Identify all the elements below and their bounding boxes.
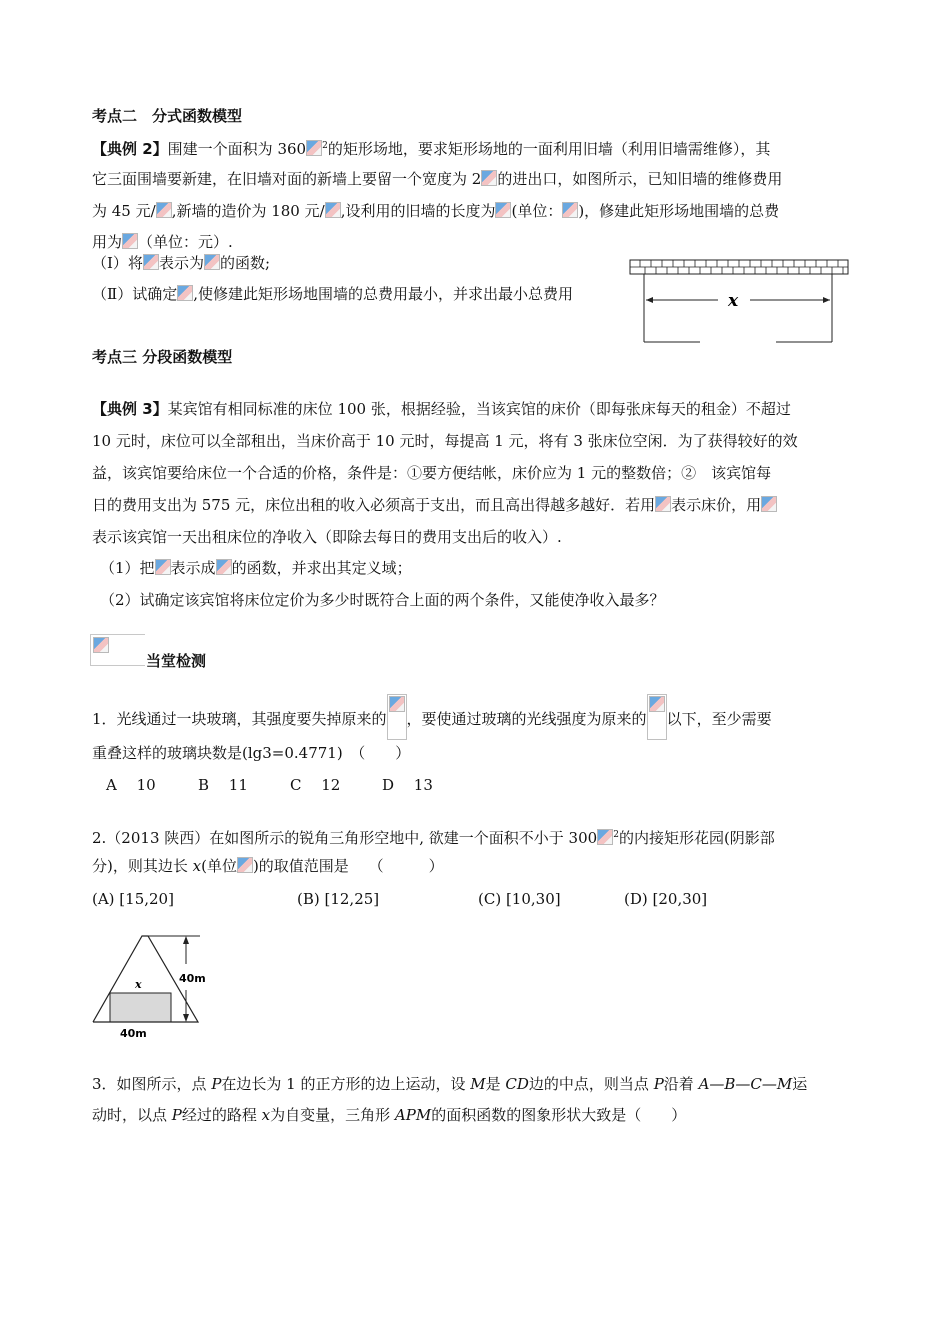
- text: 边的中点，则当点: [528, 1075, 654, 1093]
- var: P: [171, 1106, 182, 1124]
- ex3-line1: [92, 399, 791, 419]
- option: D 13: [382, 776, 433, 794]
- ex3-line2: 10 元时，床位可以全部租出，当床价高于 10 元时，每提高 1 元，将有 3 张床位空闲．为了获得较好的效: [92, 432, 798, 450]
- text: 的函数，并求出其定义域；: [231, 559, 412, 577]
- text: 动时，以点: [92, 1106, 172, 1124]
- var: P: [653, 1075, 664, 1093]
- option: C 12: [290, 776, 341, 794]
- text: （1）把: [100, 559, 155, 577]
- section2-title: 考点二 分式函数模型: [92, 107, 243, 125]
- text: （Ⅱ）试确定: [92, 285, 178, 303]
- text: ,新墙的造价为 180 元/: [171, 202, 325, 220]
- ex2-label: 【典例 2】: [92, 140, 168, 158]
- option: (A) [15,20]: [92, 890, 174, 908]
- text: )的取值范围是 （ ）: [252, 857, 444, 875]
- text: （单位：元）.: [138, 233, 233, 251]
- ex3-q1: [100, 558, 412, 578]
- ex3-line3: 益，该宾馆要给床位一个合适的价格，条件是：①要方便结帐，床价应为 1 元的整数倍；② 该宾馆每: [92, 464, 772, 482]
- sup: 2: [613, 830, 619, 840]
- text: 它三面围墙要新建，在旧墙对面的新墙上要留一个宽度为 2: [92, 170, 482, 188]
- formula-image-icon: [204, 254, 220, 270]
- var: APM: [394, 1106, 432, 1124]
- formula-image-icon: [177, 285, 193, 301]
- text: 经过的路程: [181, 1106, 262, 1124]
- triangle-figure: [88, 926, 218, 1042]
- triangle-x-label: x: [135, 978, 142, 991]
- var-x: x: [192, 857, 202, 875]
- check-p2-line2: [92, 856, 444, 876]
- check-p3-line1: [92, 1074, 807, 1094]
- fraction-image-icon: [647, 694, 667, 740]
- formula-image-icon: [655, 496, 671, 512]
- text: 的面积函数的图象形状大致是（ ）: [431, 1106, 687, 1124]
- text: 的函数;: [219, 254, 271, 272]
- ex2-line2: [92, 169, 782, 189]
- sup: 2: [322, 141, 328, 151]
- var: M: [470, 1075, 486, 1093]
- wall-figure: [626, 256, 852, 344]
- text: 表示为: [158, 254, 204, 272]
- text: 以下，至少需要: [666, 710, 772, 728]
- text: 日的费用支出为 575 元，床位出租的收入必须高于支出，而且高出得越多越好．若用: [92, 496, 656, 514]
- text: 为自变量，三角形: [270, 1106, 395, 1124]
- ex3-line4: [92, 495, 777, 515]
- text: 运: [792, 1075, 808, 1093]
- text: 表示成: [170, 559, 216, 577]
- formula-image-icon: [216, 559, 232, 575]
- ex3-q2: （2）试确定该宾馆将床位定价为多少时既符合上面的两个条件，又能使净收入最多？: [100, 591, 665, 609]
- text: (单位: [201, 857, 237, 875]
- text: 的内接矩形花园(阴影部: [618, 829, 775, 847]
- ex2-q1: [92, 253, 270, 273]
- formula-image-icon: [156, 202, 172, 218]
- option: (B) [12,25]: [297, 890, 380, 908]
- ex2-q2: [92, 284, 622, 304]
- text: 用为: [92, 233, 123, 251]
- check-p1-line2: 重叠这样的玻璃块数是(lg3=0.4771) （ ）: [92, 744, 411, 762]
- option: (C) [10,30]: [478, 890, 561, 908]
- formula-image-icon: [143, 254, 159, 270]
- text: 的进出口，如图所示，已知旧墙的维修费用: [497, 170, 783, 188]
- ex3-label: 【典例 3】: [92, 400, 168, 418]
- text: 的矩形场地，要求矩形场地的一面利用旧墙（利用旧墙需维修），其: [327, 140, 771, 158]
- formula-image-icon: [495, 202, 511, 218]
- formula-image-icon: [481, 170, 497, 186]
- check-title: 当堂检测: [146, 652, 207, 670]
- formula-image-icon: [597, 829, 613, 845]
- text: 3．如图所示，点: [92, 1075, 212, 1093]
- formula-image-icon: [155, 559, 171, 575]
- check-p2-line1: [92, 825, 775, 848]
- text: 为 45 元/: [92, 202, 156, 220]
- option: A 10: [106, 776, 156, 794]
- check-p3-line2: [92, 1105, 686, 1125]
- check-banner-image: [90, 634, 145, 666]
- fraction-image-icon: [387, 694, 407, 740]
- var: A—B—C—M: [698, 1075, 793, 1093]
- formula-image-icon: [306, 140, 322, 156]
- check-p1-options: [106, 775, 474, 795]
- text: 分)，则其边长: [92, 857, 193, 875]
- text: 围建一个面积为 360: [167, 140, 307, 158]
- text: 某宾馆有相同标准的床位 100 张，根据经验，当该宾馆的床价（即每张床每天的租金）不超过: [167, 400, 791, 418]
- var: CD: [505, 1075, 529, 1093]
- text: 沿着: [663, 1075, 699, 1093]
- ex2-line3: [92, 201, 779, 221]
- ex2-line1: [92, 136, 770, 159]
- ex3-line5: 表示该宾馆一天出租床位的净收入（即除去每日的费用支出后的收入）.: [92, 528, 562, 546]
- text: (单位：: [511, 202, 563, 220]
- triangle-height-label: 40m: [179, 972, 206, 985]
- image-placeholder-icon: [93, 637, 109, 653]
- text: 表示床价，用: [671, 496, 762, 514]
- formula-image-icon: [122, 233, 138, 249]
- formula-image-icon: [562, 202, 578, 218]
- ex2-line4: [92, 232, 233, 252]
- formula-image-icon: [325, 202, 341, 218]
- text: ,使修建此矩形场地围墙的总费用最小，并求出最小总费用: [193, 285, 573, 303]
- wall-figure-label: x: [728, 291, 739, 311]
- var: x: [261, 1106, 271, 1124]
- text: ,设利用的旧墙的长度为: [340, 202, 496, 220]
- text: 1．光线通过一块玻璃，其强度要失掉原来的: [92, 710, 387, 728]
- option: B 11: [198, 776, 248, 794]
- formula-image-icon: [761, 496, 777, 512]
- option: (D) [20,30]: [624, 890, 708, 908]
- check-p1-line1: [92, 694, 772, 740]
- formula-image-icon: [237, 857, 253, 873]
- text: 是: [485, 1075, 506, 1093]
- triangle-base-label: 40m: [120, 1027, 147, 1040]
- text: 2.（2013 陕西）在如图所示的锐角三角形空地中, 欲建一个面积不小于 300: [92, 829, 598, 847]
- check-p2-options: [92, 889, 707, 909]
- text: 在边长为 1 的正方形的边上运动，设: [221, 1075, 471, 1093]
- text: （Ⅰ）将: [92, 254, 143, 272]
- var: P: [211, 1075, 222, 1093]
- text: ，要使通过玻璃的光线强度为原来的: [406, 710, 647, 728]
- section3-title: 考点三 分段函数模型: [92, 348, 233, 366]
- text: )，修建此矩形场地围墙的总费: [578, 202, 780, 220]
